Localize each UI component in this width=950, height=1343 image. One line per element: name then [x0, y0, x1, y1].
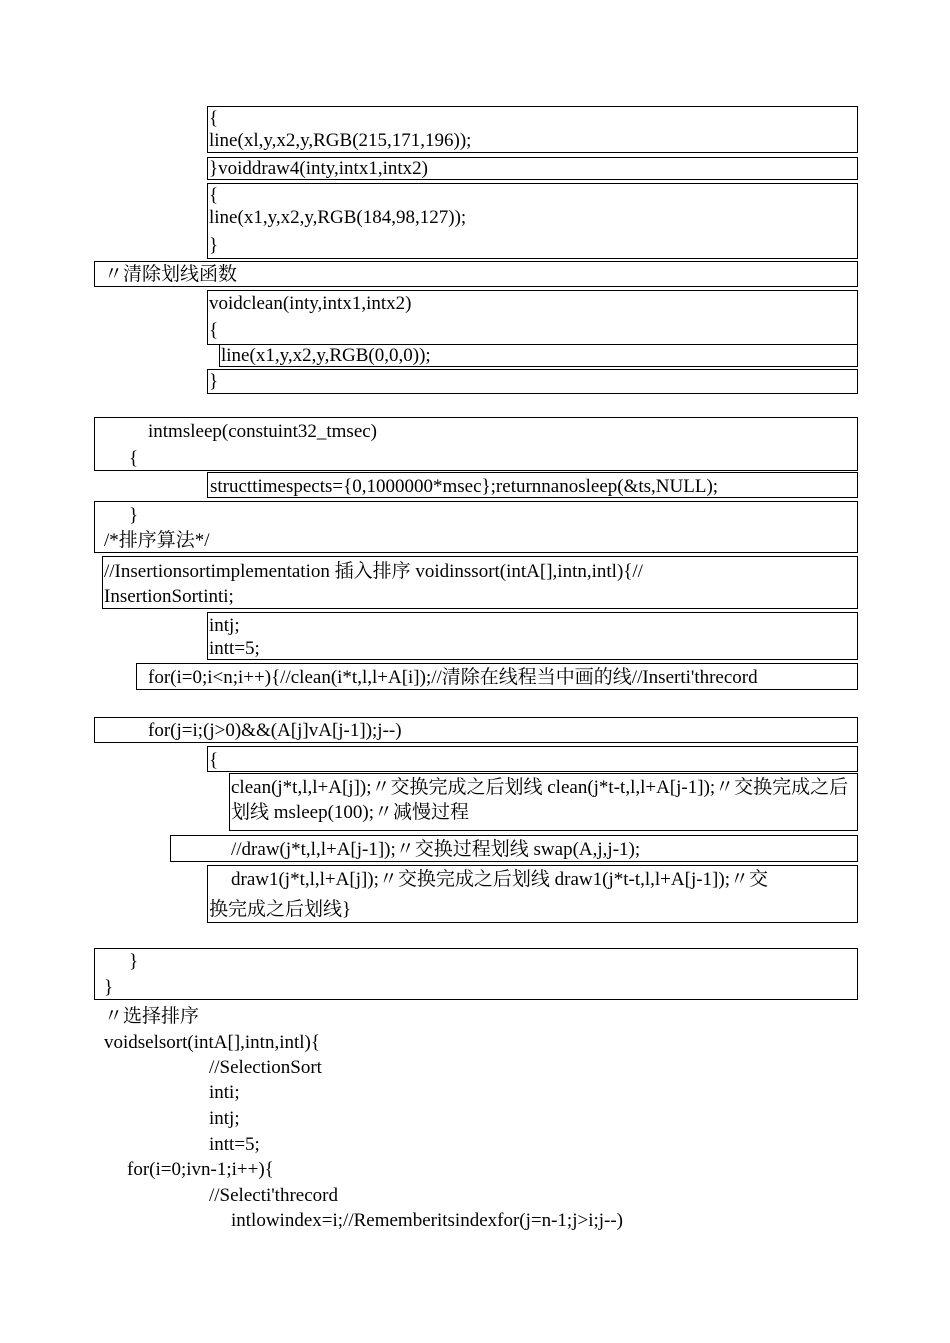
code-block	[207, 746, 858, 772]
code-block	[207, 612, 858, 660]
code-line: for(j=i;(j>0)&&(A[j]vA[j-1]);j--)	[148, 720, 402, 741]
code-line: intt=5;	[209, 1134, 260, 1155]
code-line: }	[129, 951, 139, 972]
code-line: intt=5;	[209, 638, 260, 659]
code-line: line(xl,y,x2,y,RGB(215,171,196));	[209, 130, 472, 151]
code-line: 换完成之后划线}	[209, 899, 352, 920]
code-line: inti;	[209, 1082, 240, 1103]
code-line: line(x1,y,x2,y,RGB(0,0,0));	[221, 345, 431, 366]
code-line: {	[209, 750, 219, 771]
section-comment: /*排序算法*/	[104, 530, 210, 551]
code-line: intj;	[209, 615, 240, 636]
code-line: voidselsort(intA[],intn,intl){	[104, 1032, 320, 1053]
code-line: line(x1,y,x2,y,RGB(184,98,127));	[209, 207, 467, 228]
code-line: }	[209, 235, 219, 256]
section-comment: 〃清除划线函数	[104, 264, 238, 285]
code-line: //SelectionSort	[209, 1057, 322, 1078]
code-line: //Insertionsortimplementation 插入排序 voidinssort(intA[],intn,intl){// InsertionSortinti;	[104, 561, 643, 607]
code-block	[94, 948, 858, 1000]
code-line: intj;	[209, 1108, 240, 1129]
code-line: }	[129, 505, 139, 526]
code-line: {	[129, 448, 139, 469]
code-line: intmsleep(constuint32_tmsec)	[148, 421, 378, 442]
code-line: //Selecti'threcord	[209, 1185, 338, 1206]
code-line: {	[209, 185, 219, 206]
code-line: //draw(j*t,l,l+A[j-1]);〃交换过程划线 swap(A,j,j-1);	[231, 839, 641, 860]
code-line: for(i=0;i<n;i++){//clean(i*t,l,l+A[i]);//清除在线程当中画的线//Inserti'threcord	[148, 667, 758, 688]
code-line: draw1(j*t,l,l+A[j]);〃交换完成之后划线 draw1(j*t-t,l,l+A[j-1]);〃交	[231, 869, 768, 890]
code-line: for(i=0;ivn-1;i++){	[127, 1159, 274, 1180]
code-line: {	[209, 320, 219, 341]
code-line: {	[209, 108, 219, 129]
code-line: }voiddraw4(inty,intx1,intx2)	[209, 158, 428, 179]
section-comment: 〃选择排序	[104, 1006, 200, 1027]
code-line: intlowindex=i;//Rememberitsindexfor(j=n-1;j>i;j--)	[231, 1210, 624, 1231]
code-line: }	[104, 977, 114, 998]
code-line: clean(j*t,l,l+A[j]);〃交换完成之后划线 clean(j*t-t,l,l+A[j-1]);〃交换完成之后划线 msleep(100);〃减慢过程	[231, 777, 849, 823]
code-block	[207, 369, 858, 394]
code-line: }	[209, 371, 219, 392]
code-line: structtimespects={0,1000000*msec};returnnanosleep(&ts,NULL);	[210, 476, 719, 497]
code-line: voidclean(inty,intx1,intx2)	[209, 293, 412, 314]
